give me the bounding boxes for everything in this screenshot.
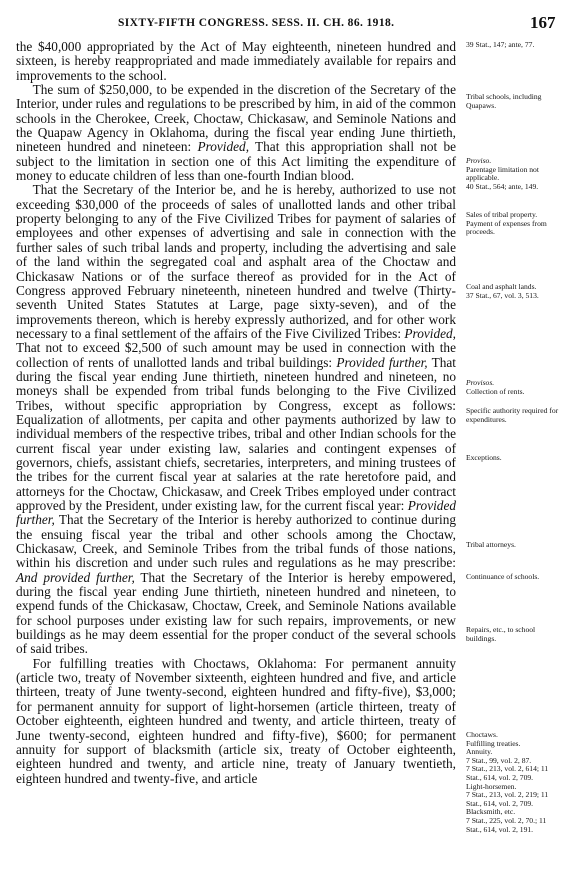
running-head: SIXTY-FIFTH CONGRESS. SESS. II. CH. 86. 1918. — [118, 17, 395, 29]
note-tribal-schools — [466, 93, 560, 110]
margin-note-line: 7 Stat., 99, vol. 2, 87. — [466, 755, 532, 765]
margin-note-line: Repairs, etc., to school buildings. — [466, 625, 536, 643]
page-number: 167 — [530, 13, 556, 32]
proviso-text: Provided further, — [336, 354, 428, 370]
note-tribal-attorneys — [466, 541, 560, 550]
paragraph-3 — [16, 183, 456, 656]
margin-note-line: Sales of tribal property. — [466, 210, 538, 219]
margin-note-line: Payment of expenses from proceeds. — [466, 218, 547, 237]
proviso-text: Provided, — [404, 325, 456, 341]
margin-note-line: Coal and asphalt lands. — [466, 282, 537, 291]
margin-note-line: Tribal schools, including Quapaws. — [466, 92, 542, 110]
margin-note-line: Collection of rents. — [466, 386, 525, 396]
margin-note-line: Fulfilling treaties. — [466, 738, 521, 748]
margin-note-line: Specific authority required for expenditures. — [466, 406, 559, 424]
margin-note-heading: Provisos. — [466, 378, 495, 387]
note-choctaws — [466, 731, 560, 834]
paragraph-text: That the Secretary of the Interior be, and he is hereby, authorized to use not exceeding $30,000 of the proceeds of sales of unallotted lands and other tribal property belonging to any of the Five Civilized Tribes for payment of salaries of employees and other expenses of advertising and sale in connection with the further sales of such tribal lands and property, including the advertising and sale of the land within the segregated coal and asphalt area of the Choctaw and Chickasaw Nations or of the surface thereof as provided for in the Act of Congress approved February nineteenth, nineteen hundred and twelve (Thirty-seventh United States Statutes at Large, page sixty-seven), and of the improvements thereon, which is hereby expressly authorized, and for other work necessary to a final settlement of the affairs of the Five Civilized Tribes: — [16, 182, 456, 341]
margin-note-line: 7 Stat., 225, vol. 2, 70.; 11 Stat., 614, vol. 2, 191. — [466, 815, 547, 834]
paragraph-text: That the Secretary of the Interior is hereby authorized to continue during the ensuing fiscal year the tribal and other schools among the Choctaw, Chickasaw, Creek, and Seminole Tribes from the tribal funds of those nations, within his discretion and under such rules and regulations as he may prescribe: — [16, 512, 456, 571]
margin-note-line: 7 Stat., 213, vol. 2, 614; 11 Stat., 614, vol. 2, 709. — [466, 764, 549, 782]
note-coal-asphalt — [466, 283, 560, 300]
paragraph-text: The sum of $250,000, to be expended in the discretion of the Secretary of the Interior, under rules and regulations to be prescribed by him, in aid of the common schools in the Cherokee, Creek, Choctaw, Chickasaw, and Seminole Nations and the Quapaw Agency in Oklahoma, during the fiscal year ending June thirtieth, nineteen hundred and nineteen: — [16, 82, 456, 155]
margin-note-line: 7 Stat., 213, vol. 2, 219; 11 Stat., 614, vol. 2, 709. — [466, 790, 549, 808]
proviso-text: And provided further, — [16, 569, 135, 585]
margin-notes — [466, 0, 562, 896]
paragraph-text: That during the fiscal year ending June thirtieth, nineteen hundred and nineteen, no moneys shall be expended from tribal funds belonging to the Five Civilized Tribes, without specific appropriation by Congress, except as follows: Equalization of allotments, per capita and other payments authorized by law to individual members of the respective tribes, tribal and other Indian schools for the current fiscal year under existing law, salaries and contingent expenses of governors, chiefs, assistant chiefs, secretaries, interpreters, and mining trustees of the tribes for the current fiscal year at salaries at the rate heretofore paid, and attorneys for the Choctaw, Chickasaw, and Creek Tribes employed under contract approved by the President, under existing law, for the current fiscal year: — [16, 354, 456, 513]
margin-note-line: Choctaws. — [466, 730, 498, 739]
margin-note-heading: Proviso. — [466, 156, 492, 165]
proviso-text: Provided further, — [16, 498, 456, 528]
paragraph-4: For fulfilling treaties with Choctaws, Oklahoma: For permanent annuity (article two, treaty of November sixteenth, eighteen hundred and five, and article thirteen, treaty of June twenty-second, eighteen hundred and fifty-five), $3,000; for permanent annuity for support of light-horsemen (article thirteen, treaty of October eighteenth, eighteen hundred and twenty, and article thirteen, treaty of June twenty-second, eighteen hundred and fifty-five), $600; for permanent annuity for support of blacksmith (article six, treaty of October eighteenth, eighteen hundred and twenty, and article nine, treaty of January twentieth, eighteen hundred and twenty-five, and article — [16, 655, 456, 786]
paragraph-text: That this appropriation shall not be subject to the limitation in section one of this Act limiting the expenditure of money to educate children of less than one-fourth Indian blood. — [16, 139, 457, 184]
margin-note-line: Annuity. — [466, 747, 493, 757]
proviso-text: Provided, — [197, 139, 250, 155]
note-specific-authority — [466, 407, 560, 424]
margin-note-line: Light-horsemen. — [466, 781, 517, 791]
margin-note-line: Tribal attorneys. — [466, 540, 516, 549]
margin-note-line: 39 Stat., 147; ante, 77. — [466, 40, 535, 49]
note-provisos — [466, 379, 560, 396]
paragraph-1: the $40,000 appropriated by the Act of May eighteenth, nineteen hundred and sixteen, is hereby reappropriated and made immediately available for repairs and improvements to the school. — [16, 39, 456, 83]
note-sales-tribal — [466, 211, 560, 237]
margin-note-line: Parentage limitation not applicable. — [466, 164, 539, 183]
main-text — [16, 40, 456, 786]
margin-note-line: 40 Stat., 564; ante, 149. — [466, 181, 539, 191]
note-repairs — [466, 626, 560, 643]
note-continuance — [466, 573, 560, 582]
note-39-stat — [466, 41, 560, 50]
margin-note-line: Continuance of schools. — [466, 572, 540, 581]
paragraph-2 — [16, 83, 456, 183]
margin-note-line: Exceptions. — [466, 453, 502, 462]
margin-note-line: 37 Stat., 67, vol. 3, 513. — [466, 290, 539, 300]
paragraph-text: That not to exceed $2,500 of such amount may be used in connection with the collection of rents of unallotted lands and tribal buildings: — [16, 340, 456, 370]
note-exceptions — [466, 454, 560, 463]
margin-note-line: Blacksmith, etc. — [466, 807, 516, 817]
note-proviso-1 — [466, 157, 560, 191]
paragraph-text: That the Secretary of the Interior is hereby empowered, during the fiscal year ending June thirtieth, nineteen hundred and nineteen, to expend funds of the Chickasaw, Choctaw, Creek, and Seminole Nations available for school purposes under existing law for such repairs, improvements, or new buildings as he may deem essential for the proper conduct of the several schools of said tribes. — [16, 569, 456, 657]
